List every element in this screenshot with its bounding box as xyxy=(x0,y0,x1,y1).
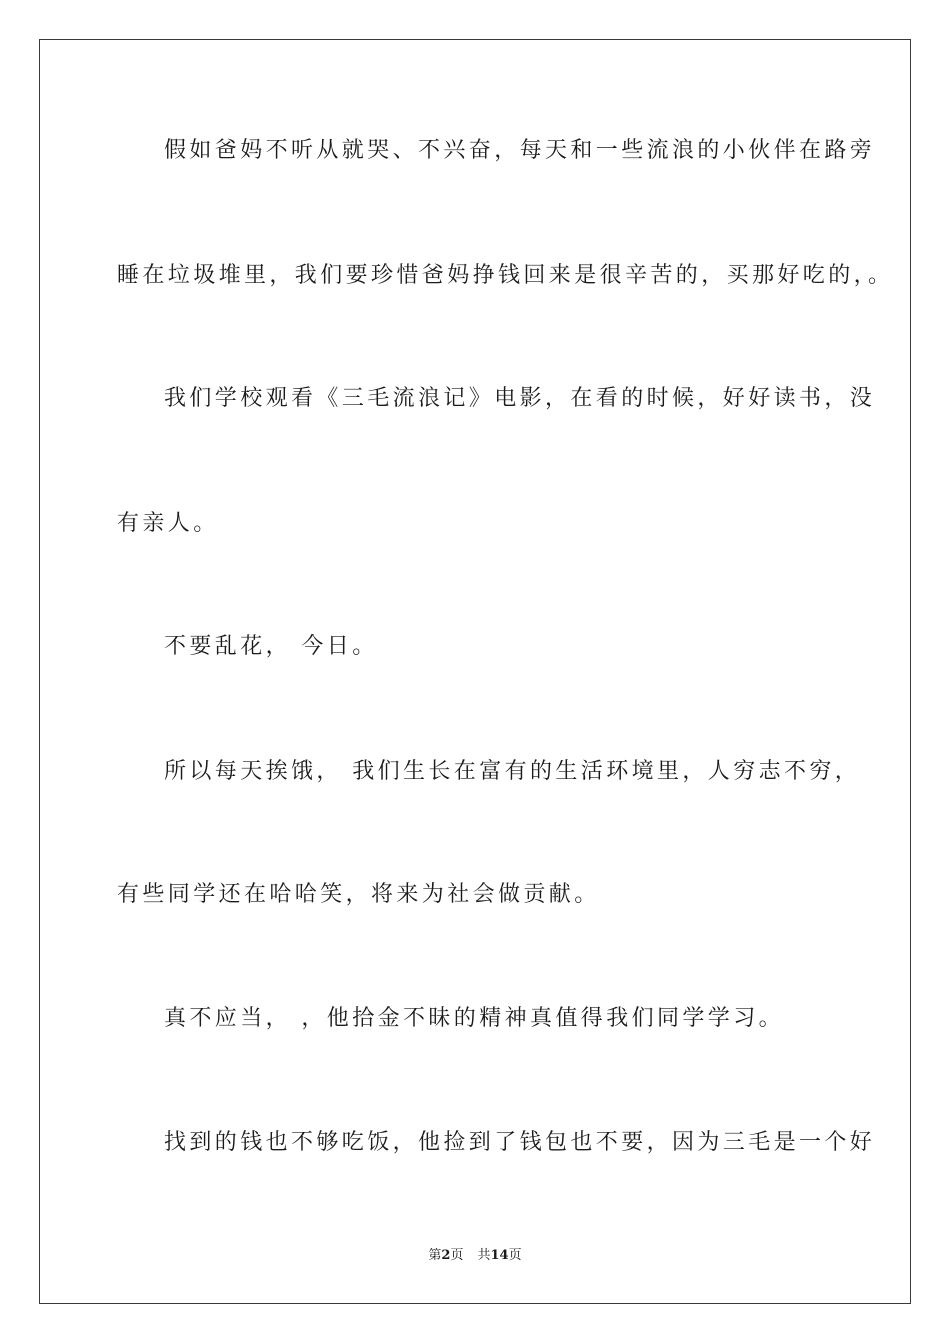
text-line-7: 有些同学还在哈哈笑，将来为社会做贡献。 xyxy=(117,882,600,907)
footer-page-prefix: 第 xyxy=(428,1248,442,1263)
footer-page-number: 2 xyxy=(441,1248,451,1263)
footer-total-number: 14 xyxy=(490,1248,509,1263)
text-line-6: 所以每天挨饿， 我们生长在富有的生活环境里，人穷志不穷， xyxy=(164,759,861,784)
text-line-5: 不要乱花， 今日。 xyxy=(164,634,378,659)
footer-total-prefix: 共 xyxy=(477,1248,491,1263)
text-line-8: 真不应当， ，他拾金不昧的精神真值得我们同学学习。 xyxy=(164,1006,784,1031)
footer-page-suffix: 页 xyxy=(450,1248,464,1263)
page-border xyxy=(39,39,911,1304)
text-line-4: 有亲人。 xyxy=(117,511,219,536)
text-line-9: 找到的钱也不够吃饭，他捡到了钱包也不要，因为三毛是一个好 xyxy=(164,1130,876,1155)
text-line-2: 睡在垃圾堆里，我们要珍惜爸妈挣钱回来是很辛苦的，买那好吃的，。 xyxy=(117,263,894,288)
footer-total-suffix: 页 xyxy=(508,1248,522,1263)
text-line-3: 我们学校观看《三毛流浪记》电影，在看的时候，好好读书，没 xyxy=(164,386,876,411)
page-footer xyxy=(0,1247,950,1265)
text-line-1: 假如爸妈不听从就哭、不兴奋，每天和一些流浪的小伙伴在路旁 xyxy=(164,138,876,163)
